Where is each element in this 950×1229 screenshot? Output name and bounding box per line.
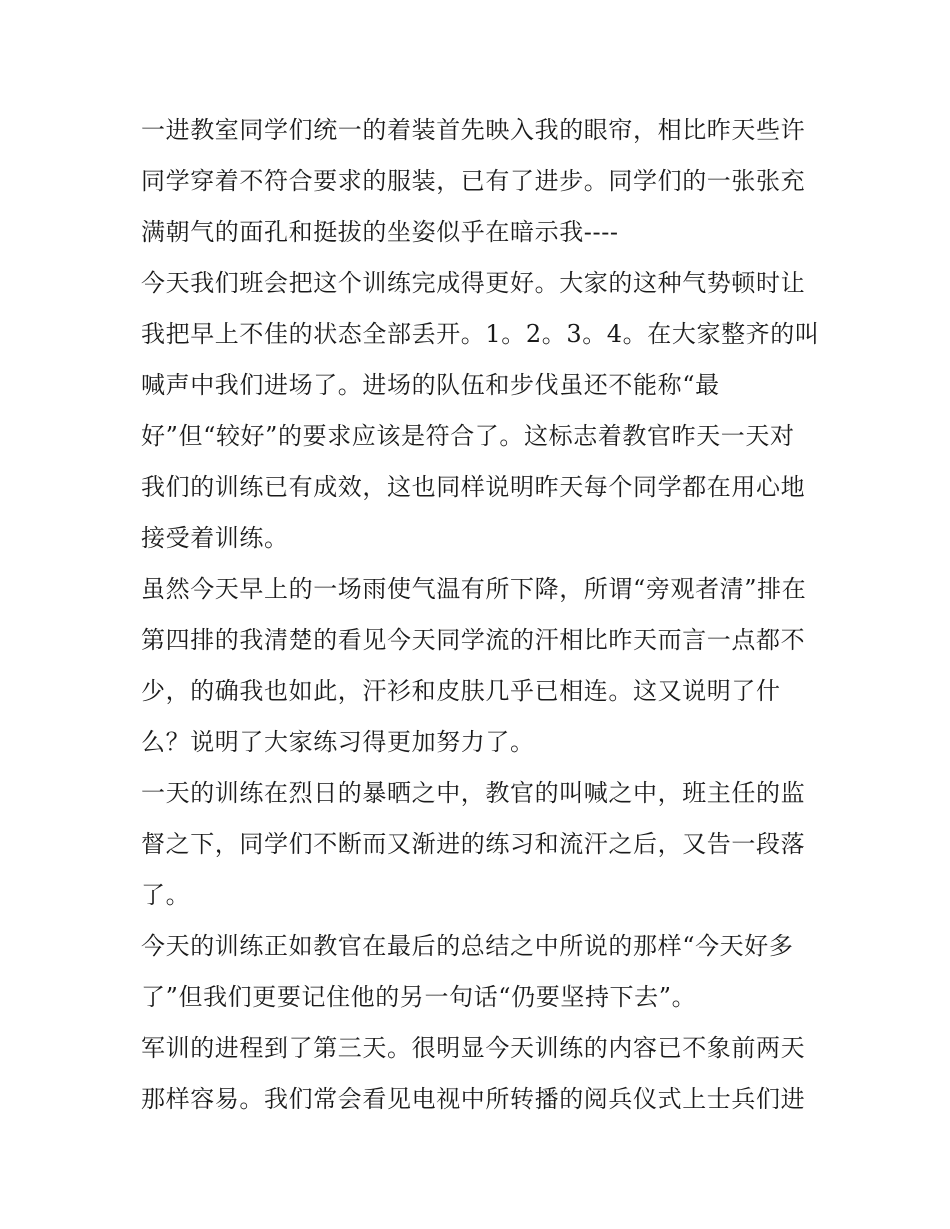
- text-line: 喊声中我们进场了。进场的队伍和步伐虽还不能称“最: [141, 371, 720, 399]
- text-line: 一进教室同学们统一的着装首先映入我的眼帘，相比昨天些许: [141, 116, 806, 144]
- text-line: 我们的训练已有成效，这也同样说明昨天每个同学都在用心地: [141, 473, 806, 501]
- text-line: 第四排的我清楚的看见今天同学流的汗相比昨天而言一点都不: [141, 626, 806, 654]
- body-text: [141, 105, 821, 1125]
- text-line: 同学穿着不符合要求的服装，已有了进步。同学们的一张张充: [141, 167, 806, 195]
- text-line: 少，的确我也如此，汗衫和皮肤几乎已相连。这又说明了什: [141, 677, 781, 705]
- text-line: 接受着训练。: [141, 524, 289, 552]
- text-line: 今天的训练正如教官在最后的总结之中所说的那样“今天好多: [141, 932, 794, 960]
- text-line: 么？说明了大家练习得更加努力了。: [141, 728, 535, 756]
- text-line: 那样容易。我们常会看见电视中所转播的阅兵仪式上士兵们进: [141, 1085, 806, 1113]
- text-line: 督之下，同学们不断而又渐进的练习和流汗之后，又告一段落: [141, 830, 806, 858]
- text-line: 虽然今天早上的一场雨使气温有所下降，所谓“旁观者清”排在: [141, 575, 807, 603]
- text-line: 军训的进程到了第三天。很明显今天训练的内容已不象前两天: [141, 1034, 806, 1062]
- text-line: 满朝气的面孔和挺拔的坐姿似乎在暗示我----: [141, 218, 619, 246]
- text-line: 我把早上不佳的状态全部丢开。1。2。3。4。在大家整齐的叫: [141, 320, 820, 348]
- text-line: 今天我们班会把这个训练完成得更好。大家的这种气势顿时让: [141, 269, 806, 297]
- text-line: 一天的训练在烈日的暴晒之中，教官的叫喊之中，班主任的监: [141, 779, 806, 807]
- text-line: 了。: [141, 881, 191, 909]
- text-line: 了”但我们更要记住他的另一句话“仍要坚持下去”。: [141, 983, 697, 1011]
- text-line: 好”但“较好”的要求应该是符合了。这标志着教官昨天一天对: [141, 422, 795, 450]
